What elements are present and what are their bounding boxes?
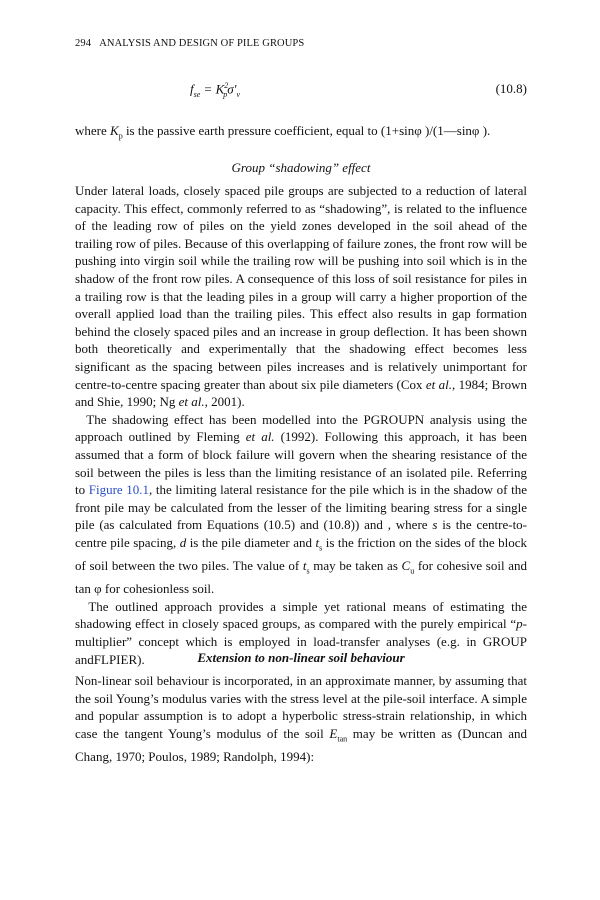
paragraph: The shadowing effect has been modelled into the PGROUPN analysis using the approach outlined by Fleming et al. (1992). Following this approach, it has been assumed that a form of block failure will govern when the shearing resistance of the soil between the piles is less than the limiting resistance of an isolated pile. Referring to Figure 10.1, the limiting lateral resistance for the pile which is in the shadow of the front pile may be calculated from the lesser of the limiting bearing stress for a single pile (as calculated from Equations (10.5) and (10.8)) and , where s is the centre-to-centre pile spacing, d is the pile diameter and $t_s$ is the friction on the sides of the block of soil between the two piles. The value of $t_s$ may be taken as $C_u$ for cohesive soil and tan φ for cohesionless soil. [75,411,528,597]
section-body-nonlinear [75,672,527,766]
section-heading-nonlinear: Extension to non-linear soil behaviour [197,650,405,665]
where-paragraph: where $K_p$ is the passive earth pressure coefficient, equal to (1+sinφ )/(1—sinφ ). [75,123,491,141]
paragraph: Under lateral loads, closely spaced pile groups are subjected to a reduction of lateral capacity. This effect, commonly referred to as “shadowing”, is related to the influence of the leading row of piles on the yield zones developed in the soil ahead of the trailing row of piles. Because of this overlapping of failure zones, the front row will be pushing into virgin soil while the trailing row will be pushing into soil which is in the shadow of the front row piles. A consequence of this loss of soil resistance for piles in a trailing row is that the leading piles in a group will carry a higher proportion of the overall applied load than the trailing piles. This effect also results in gap formation behind the closely spaced piles and an increase in group deflection. It has been shown both theoretically and experimentally that the shadowing effect becomes less significant as the spacing between piles increases and is relatively unimportant for centre-to-centre spacing greater than about six pile diameters (Cox et al., 1984; Brown and Shie, 1990; Ng et al., 2001). [75,183,528,410]
section-body-shadowing [75,182,527,668]
figure-link[interactable]: Figure 10.1 [88,482,150,498]
page-number: 294 [75,38,92,49]
paragraph: The outlined approach provides a simple yet rational means of estimating the shadowing effect in closely spaced groups, as compared with the purely empirical “p-multiplier” concept which is employed in load-transfer analyses (e.g. in GROUP andFLPIER). [75,598,528,667]
equation-body: $f_{se} = K^2_p\sigma'_v$ [190,81,241,99]
running-header [75,38,304,49]
paragraph: Non-linear soil behaviour is incorporated, in an approximate manner, by assuming that the soil Young’s modulus varies with the stress level at the pile-soil interface. A simple and popular assumption is to adopt a hyperbolic stress-strain relationship, in which case the tangent Young’s modulus of the soil $E_{tan}$ may be written as (Duncan and Chang, 1970; Poulos, 1989; Randolph, 1994): [75,673,527,764]
equation-10-8 [75,81,527,101]
equation-number: (10.8) [495,81,527,96]
running-title: ANALYSIS AND DESIGN OF PILE GROUPS [99,38,305,49]
section-heading-shadowing: Group “shadowing” effect [231,160,371,175]
